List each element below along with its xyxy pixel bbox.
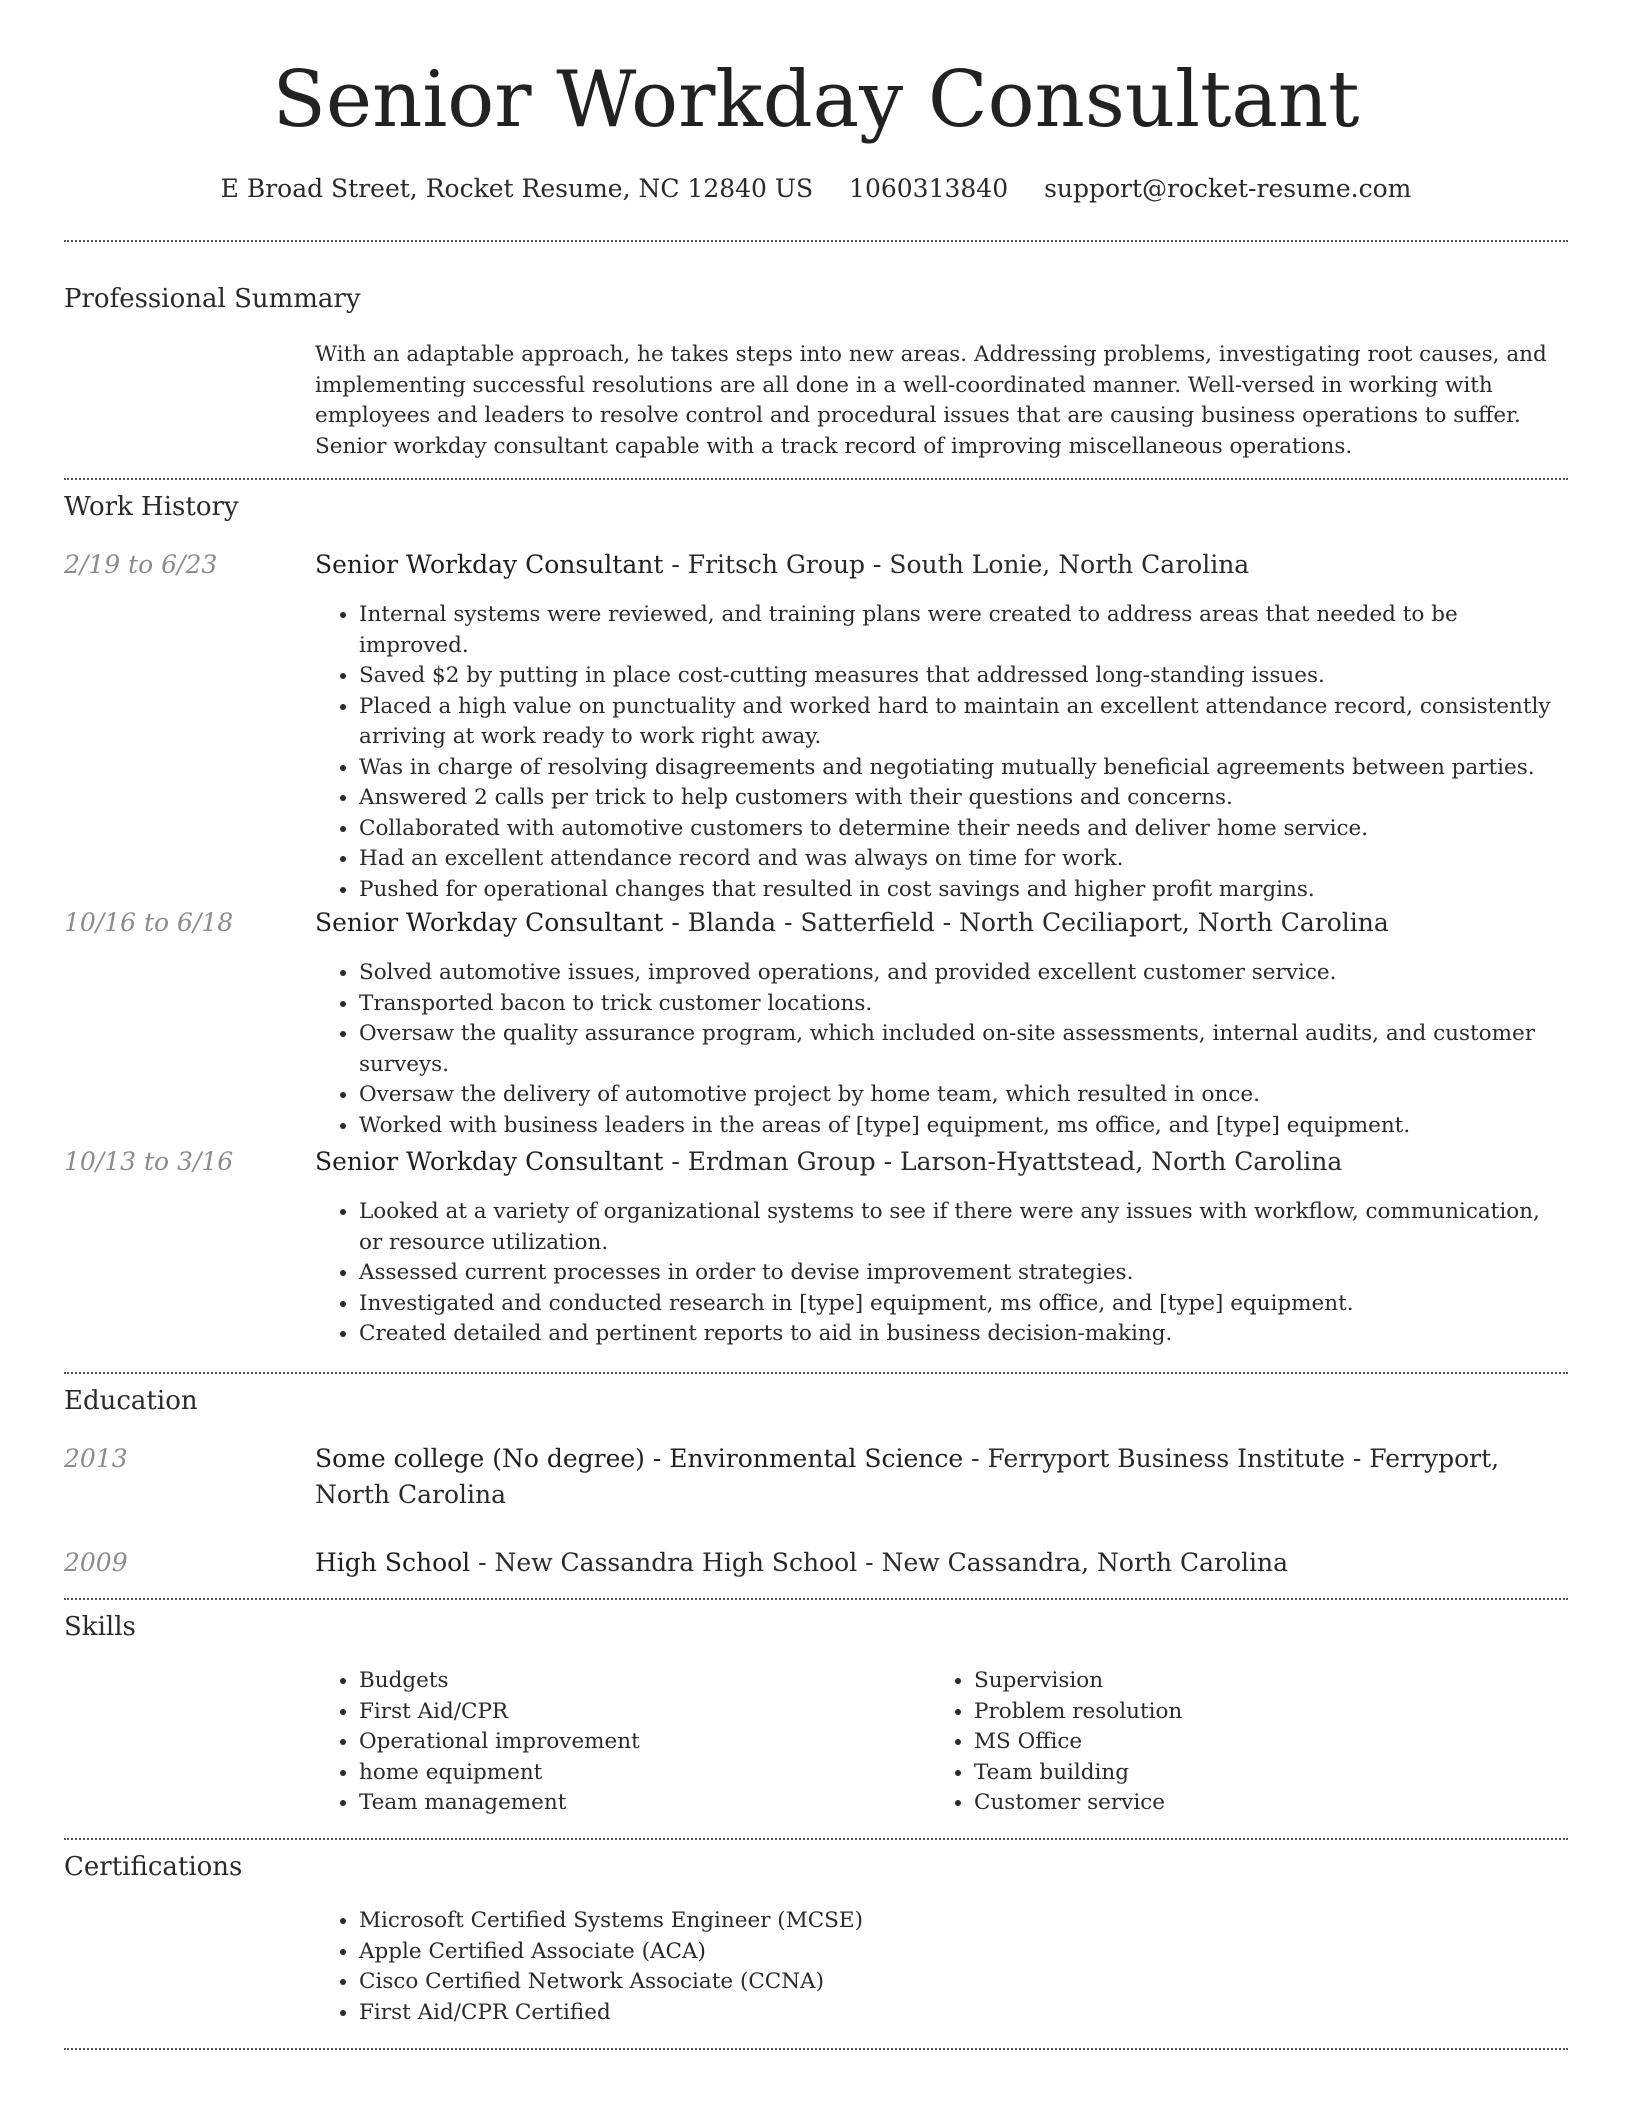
list-item: • First Aid/CPR Certified <box>359 1998 1565 2029</box>
skills-list-right <box>930 1666 1490 1819</box>
list-item: • Assessed current processes in order to devise improvement strategies. <box>359 1258 1565 1289</box>
education-heading: Education <box>64 1386 198 1416</box>
job-dates: 10/16 to 6/18 <box>64 908 234 937</box>
job-role: Senior Workday Consultant <box>315 1147 664 1176</box>
work-history-heading: Work History <box>64 492 239 522</box>
job-dates: 10/13 to 3/16 <box>64 1147 234 1176</box>
list-item: • Solved automotive issues, improved operations, and provided excellent customer service. <box>359 958 1565 989</box>
job-title <box>315 905 1555 941</box>
list-item: • Cisco Certified Network Associate (CCNA) <box>359 1967 1565 1998</box>
resume-name: Senior Workday Consultant <box>272 55 1360 145</box>
list-item: • Investigated and conducted research in [type] equipment, ms office, and [type] equipment. <box>359 1289 1565 1320</box>
contact-email: support@rocket-resume.com <box>1044 174 1412 203</box>
list-item: • Microsoft Certified Systems Engineer (MCSE) <box>359 1906 1565 1937</box>
list-item: • First Aid/CPR <box>359 1697 875 1728</box>
education-degree: Some college (No degree) - Environmental Science <box>315 1444 964 1473</box>
job-role: Senior Workday Consultant <box>315 908 664 937</box>
list-item: • Supervision <box>974 1666 1490 1697</box>
list-item: • Internal systems were reviewed, and training plans were created to address areas that needed to be improved. <box>359 600 1565 661</box>
divider <box>64 1372 1568 1374</box>
education-year: 2009 <box>64 1548 128 1577</box>
certifications-heading: Certifications <box>64 1852 243 1882</box>
list-item: • Oversaw the quality assurance program, which included on-site assessments, internal audits, and customer surveys. <box>359 1019 1565 1080</box>
list-item: • Had an excellent attendance record and was always on time for work. <box>359 844 1565 875</box>
contact-line <box>0 172 1632 206</box>
certifications-list <box>315 1906 1565 2028</box>
job-role: Senior Workday Consultant <box>315 550 664 579</box>
divider <box>64 1838 1568 1840</box>
job-bullets <box>315 600 1565 905</box>
list-item: • Customer service <box>974 1788 1490 1819</box>
education-entry <box>315 1441 1555 1513</box>
list-item: • Team building <box>974 1758 1490 1789</box>
list-item: • Saved $2 by putting in place cost-cutting measures that addressed long-standing issues. <box>359 661 1565 692</box>
list-item: • Oversaw the delivery of automotive project by home team, which resulted in once. <box>359 1080 1565 1111</box>
list-item: • Placed a high value on punctuality and worked hard to maintain an excellent attendance record, consistently arriving at work ready to work right away. <box>359 692 1565 753</box>
job-employer: - Fritsch Group - South Lonie, North Carolina <box>663 550 1250 579</box>
education-degree: High School <box>315 1548 471 1577</box>
list-item: • Problem resolution <box>974 1697 1490 1728</box>
divider <box>64 1598 1568 1600</box>
list-item: • Budgets <box>359 1666 875 1697</box>
list-item: • Created detailed and pertinent reports to aid in business decision-making. <box>359 1319 1565 1350</box>
job-bullets <box>315 1197 1565 1350</box>
divider <box>64 240 1568 242</box>
job-dates: 2/19 to 6/23 <box>64 550 218 579</box>
list-item: • Answered 2 calls per trick to help customers with their questions and concerns. <box>359 783 1565 814</box>
list-item: • Transported bacon to trick customer locations. <box>359 989 1565 1020</box>
education-entry <box>315 1545 1555 1581</box>
divider <box>64 478 1568 480</box>
education-school: - New Cassandra High School - New Cassandra, North Carolina <box>470 1548 1289 1577</box>
list-item: • Team management <box>359 1788 875 1819</box>
job-bullets <box>315 958 1565 1141</box>
list-item: • home equipment <box>359 1758 875 1789</box>
contact-address: E Broad Street, Rocket Resume, NC 12840 US <box>220 174 814 203</box>
skills-list-left <box>315 1666 875 1819</box>
list-item: • Worked with business leaders in the areas of [type] equipment, ms office, and [type] equipment. <box>359 1111 1565 1142</box>
job-title <box>315 547 1555 583</box>
divider <box>64 2048 1568 2050</box>
list-item: • Apple Certified Associate (ACA) <box>359 1937 1565 1968</box>
job-title <box>315 1144 1555 1180</box>
summary-text: With an adaptable approach, he takes steps into new areas. Addressing problems, investigating root causes, and implementing successful resolutions are all done in a well-coordinated manner. Well-versed in working with employees and leaders to resolve control and procedural issues that are causing business operations to suffer. Senior workday consultant capable with a track record of improving miscellaneous operations. <box>315 342 1547 459</box>
list-item: • MS Office <box>974 1727 1490 1758</box>
contact-phone: 1060313840 <box>849 174 1009 203</box>
list-item: • Collaborated with automotive customers to determine their needs and deliver home service. <box>359 814 1565 845</box>
education-school: - Ferryport Business Institute - Ferryport, North Carolina <box>315 1444 1500 1509</box>
list-item: • Looked at a variety of organizational systems to see if there were any issues with workflow, communication, or resource utilization. <box>359 1197 1565 1258</box>
education-year: 2013 <box>64 1444 128 1473</box>
list-item: • Pushed for operational changes that resulted in cost savings and higher profit margins. <box>359 875 1565 906</box>
job-employer: - Erdman Group - Larson-Hyattstead, North Carolina <box>663 1147 1343 1176</box>
summary-heading: Professional Summary <box>64 284 361 314</box>
skills-heading: Skills <box>64 1612 136 1642</box>
list-item: • Was in charge of resolving disagreements and negotiating mutually beneficial agreements between parties. <box>359 753 1565 784</box>
list-item: • Operational improvement <box>359 1727 875 1758</box>
job-employer: - Blanda - Satterfield - North Ceciliaport, North Carolina <box>663 908 1389 937</box>
